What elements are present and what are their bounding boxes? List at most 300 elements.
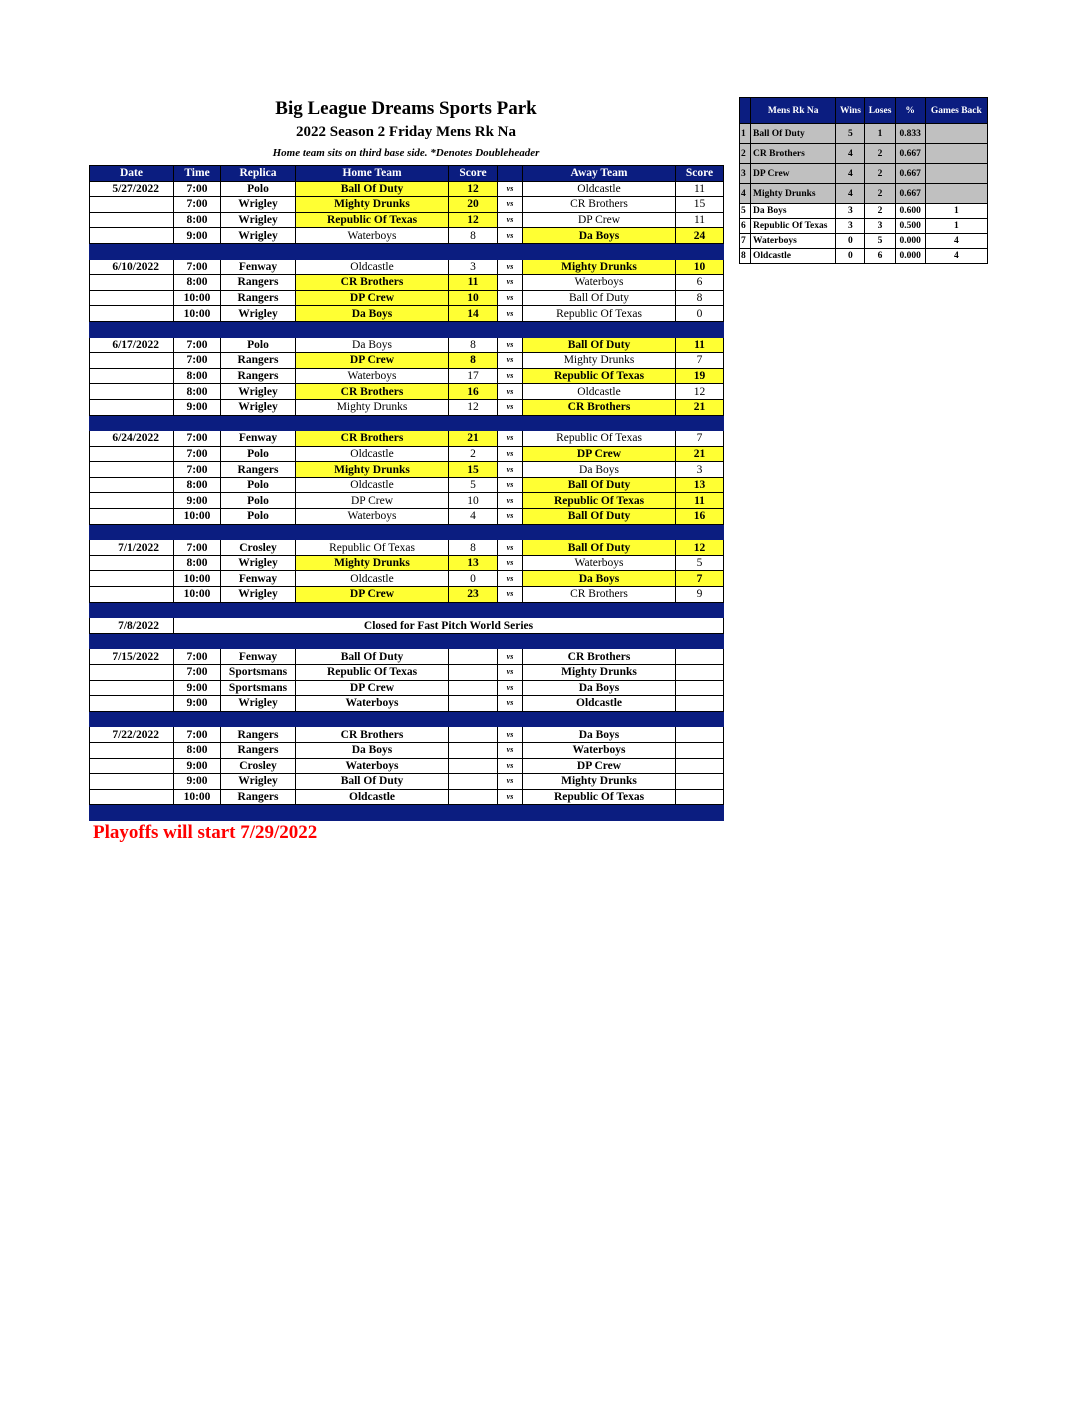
game-time: 7:00 xyxy=(174,197,221,213)
game-row xyxy=(90,509,724,525)
game-row xyxy=(90,275,724,291)
away-team: Da Boys xyxy=(523,462,676,478)
home-team: DP Crew xyxy=(296,680,449,696)
game-date xyxy=(90,384,174,400)
home-team: Oldcastle xyxy=(296,446,449,462)
separator-cell xyxy=(90,711,174,727)
col-away-score-header: Score xyxy=(676,166,724,182)
vs-label: vs xyxy=(498,446,523,462)
standings-wins: 0 xyxy=(836,234,865,249)
standings-pct: 0.500 xyxy=(895,219,925,234)
col-time-header: Time xyxy=(174,166,221,182)
vs-label: vs xyxy=(498,540,523,556)
away-team: CR Brothers xyxy=(523,587,676,603)
game-time: 9:00 xyxy=(174,774,221,790)
game-field: Wrigley xyxy=(221,212,296,228)
game-time: 7:00 xyxy=(174,181,221,197)
standings-table xyxy=(739,97,988,264)
game-field: Rangers xyxy=(221,275,296,291)
game-row xyxy=(90,680,724,696)
home-score: 13 xyxy=(449,555,498,571)
away-team: Republic Of Texas xyxy=(523,306,676,322)
game-row xyxy=(90,665,724,681)
standings-team: Waterboys xyxy=(751,234,836,249)
away-score: 9 xyxy=(676,587,724,603)
separator-cell xyxy=(676,711,724,727)
standings-team: Republic Of Texas xyxy=(751,219,836,234)
game-row xyxy=(90,353,724,369)
home-score: 4 xyxy=(449,509,498,525)
game-date xyxy=(90,446,174,462)
game-time: 7:00 xyxy=(174,431,221,447)
away-score xyxy=(676,774,724,790)
away-score xyxy=(676,758,724,774)
separator-cell xyxy=(523,415,676,431)
home-team: Republic Of Texas xyxy=(296,540,449,556)
col-date-header: Date xyxy=(90,166,174,182)
separator-cell xyxy=(221,243,296,259)
game-field: Fenway xyxy=(221,571,296,587)
standings-loses: 2 xyxy=(865,184,895,204)
game-row xyxy=(90,587,724,603)
separator-cell xyxy=(296,602,449,618)
schedule-table xyxy=(89,165,724,821)
game-time: 7:00 xyxy=(174,649,221,665)
game-date xyxy=(90,493,174,509)
separator-cell xyxy=(449,805,498,821)
game-time: 10:00 xyxy=(174,306,221,322)
standings-team: Da Boys xyxy=(751,204,836,219)
game-date xyxy=(90,571,174,587)
game-date: 5/27/2022 xyxy=(90,181,174,197)
separator-cell xyxy=(449,711,498,727)
vs-label: vs xyxy=(498,181,523,197)
away-team: Republic Of Texas xyxy=(523,789,676,805)
game-date xyxy=(90,353,174,369)
separator-cell xyxy=(523,321,676,337)
standings-rank: 6 xyxy=(740,219,751,234)
home-score xyxy=(449,789,498,805)
standings-wins: 4 xyxy=(836,164,865,184)
vs-label: vs xyxy=(498,789,523,805)
standings-team-header: Mens Rk Na xyxy=(751,98,836,124)
standings-wins: 3 xyxy=(836,219,865,234)
game-time: 9:00 xyxy=(174,680,221,696)
home-score xyxy=(449,774,498,790)
separator-cell xyxy=(296,633,449,649)
game-row xyxy=(90,368,724,384)
separator-cell xyxy=(90,243,174,259)
game-date xyxy=(90,696,174,712)
game-field: Rangers xyxy=(221,789,296,805)
week-separator-row xyxy=(90,415,724,431)
game-field: Wrigley xyxy=(221,306,296,322)
home-score: 12 xyxy=(449,399,498,415)
vs-label: vs xyxy=(498,368,523,384)
away-score: 16 xyxy=(676,509,724,525)
away-team: Ball Of Duty xyxy=(523,509,676,525)
standings-pct-header: % xyxy=(895,98,925,124)
away-score xyxy=(676,789,724,805)
game-date xyxy=(90,212,174,228)
game-date xyxy=(90,789,174,805)
separator-cell xyxy=(676,321,724,337)
away-team: DP Crew xyxy=(523,758,676,774)
vs-label: vs xyxy=(498,212,523,228)
vs-label: vs xyxy=(498,665,523,681)
separator-cell xyxy=(498,602,523,618)
home-score: 8 xyxy=(449,353,498,369)
home-score xyxy=(449,649,498,665)
home-team: Ball Of Duty xyxy=(296,181,449,197)
away-team: Mighty Drunks xyxy=(523,774,676,790)
home-score: 0 xyxy=(449,571,498,587)
game-row xyxy=(90,758,724,774)
away-team: CR Brothers xyxy=(523,649,676,665)
standings-loses-header: Loses xyxy=(865,98,895,124)
game-date xyxy=(90,197,174,213)
game-time: 9:00 xyxy=(174,493,221,509)
home-team: DP Crew xyxy=(296,290,449,306)
game-row xyxy=(90,789,724,805)
away-team: DP Crew xyxy=(523,212,676,228)
week-separator-row xyxy=(90,633,724,649)
standings-wins: 4 xyxy=(836,144,865,164)
game-row xyxy=(90,742,724,758)
standings-row xyxy=(740,204,988,219)
game-row xyxy=(90,181,724,197)
vs-label: vs xyxy=(498,555,523,571)
game-date xyxy=(90,665,174,681)
standings-loses: 3 xyxy=(865,219,895,234)
game-date: 6/24/2022 xyxy=(90,431,174,447)
standings-rank: 3 xyxy=(740,164,751,184)
away-score: 11 xyxy=(676,493,724,509)
home-score xyxy=(449,665,498,681)
away-score: 3 xyxy=(676,462,724,478)
vs-label: vs xyxy=(498,493,523,509)
separator-cell xyxy=(221,602,296,618)
game-row xyxy=(90,540,724,556)
schedule-header-row xyxy=(90,166,724,182)
standings-row xyxy=(740,124,988,144)
away-team: Da Boys xyxy=(523,727,676,743)
vs-label: vs xyxy=(498,337,523,353)
away-score xyxy=(676,742,724,758)
game-row xyxy=(90,290,724,306)
standings-rank: 2 xyxy=(740,144,751,164)
standings-rank: 4 xyxy=(740,184,751,204)
home-score: 5 xyxy=(449,477,498,493)
game-field: Rangers xyxy=(221,353,296,369)
game-time: 8:00 xyxy=(174,384,221,400)
home-score: 2 xyxy=(449,446,498,462)
away-score: 11 xyxy=(676,181,724,197)
home-team: Waterboys xyxy=(296,228,449,244)
away-team: Ball Of Duty xyxy=(523,477,676,493)
vs-label: vs xyxy=(498,353,523,369)
standings-loses: 2 xyxy=(865,204,895,219)
away-team: DP Crew xyxy=(523,446,676,462)
game-row xyxy=(90,431,724,447)
away-team: Ball Of Duty xyxy=(523,540,676,556)
standings-games-back xyxy=(925,144,987,164)
separator-cell xyxy=(523,602,676,618)
standings-rank-header xyxy=(740,98,751,124)
home-score: 12 xyxy=(449,181,498,197)
game-time: 7:00 xyxy=(174,540,221,556)
vs-label: vs xyxy=(498,306,523,322)
home-team: CR Brothers xyxy=(296,384,449,400)
separator-cell xyxy=(174,633,221,649)
standings-row xyxy=(740,164,988,184)
game-date xyxy=(90,368,174,384)
game-date xyxy=(90,555,174,571)
separator-cell xyxy=(90,633,174,649)
home-score: 15 xyxy=(449,462,498,478)
standings-pct: 0.000 xyxy=(895,234,925,249)
separator-cell xyxy=(90,602,174,618)
standings-pct: 0.000 xyxy=(895,249,925,264)
game-date: 7/1/2022 xyxy=(90,540,174,556)
away-team: Republic Of Texas xyxy=(523,493,676,509)
separator-cell xyxy=(449,415,498,431)
separator-cell xyxy=(174,602,221,618)
home-team: Waterboys xyxy=(296,758,449,774)
game-field: Rangers xyxy=(221,742,296,758)
week-separator-row xyxy=(90,602,724,618)
home-team: Mighty Drunks xyxy=(296,197,449,213)
standings-wins: 0 xyxy=(836,249,865,264)
separator-cell xyxy=(221,633,296,649)
vs-label: vs xyxy=(498,275,523,291)
away-score: 24 xyxy=(676,228,724,244)
away-score: 6 xyxy=(676,275,724,291)
away-team: Da Boys xyxy=(523,571,676,587)
standings-loses: 2 xyxy=(865,144,895,164)
game-row xyxy=(90,399,724,415)
vs-label: vs xyxy=(498,290,523,306)
game-date xyxy=(90,477,174,493)
page-title: Big League Dreams Sports Park xyxy=(275,98,537,119)
standings-team: DP Crew xyxy=(751,164,836,184)
standings-rank: 1 xyxy=(740,124,751,144)
standings-team: Oldcastle xyxy=(751,249,836,264)
game-field: Fenway xyxy=(221,259,296,275)
home-team: Waterboys xyxy=(296,696,449,712)
game-row xyxy=(90,337,724,353)
home-team: Waterboys xyxy=(296,509,449,525)
home-team: DP Crew xyxy=(296,493,449,509)
game-time: 10:00 xyxy=(174,789,221,805)
away-score: 11 xyxy=(676,212,724,228)
game-row xyxy=(90,212,724,228)
game-row xyxy=(90,774,724,790)
separator-cell xyxy=(296,805,449,821)
away-team: Waterboys xyxy=(523,275,676,291)
standings-row xyxy=(740,219,988,234)
vs-label: vs xyxy=(498,696,523,712)
game-row xyxy=(90,571,724,587)
week-separator-row xyxy=(90,711,724,727)
game-row xyxy=(90,197,724,213)
home-team: Mighty Drunks xyxy=(296,462,449,478)
separator-cell xyxy=(498,321,523,337)
home-score xyxy=(449,742,498,758)
away-score: 10 xyxy=(676,259,724,275)
game-time: 9:00 xyxy=(174,758,221,774)
separator-cell xyxy=(449,602,498,618)
game-field: Polo xyxy=(221,337,296,353)
home-team: Da Boys xyxy=(296,742,449,758)
vs-label: vs xyxy=(498,477,523,493)
home-team: CR Brothers xyxy=(296,727,449,743)
standings-pct: 0.667 xyxy=(895,144,925,164)
vs-label: vs xyxy=(498,197,523,213)
separator-cell xyxy=(523,243,676,259)
game-field: Polo xyxy=(221,181,296,197)
separator-cell xyxy=(523,805,676,821)
separator-cell xyxy=(296,243,449,259)
home-score: 14 xyxy=(449,306,498,322)
game-field: Rangers xyxy=(221,727,296,743)
separator-cell xyxy=(174,415,221,431)
away-score: 0 xyxy=(676,306,724,322)
game-field: Wrigley xyxy=(221,228,296,244)
closed-notice: Closed for Fast Pitch World Series xyxy=(174,618,724,634)
separator-cell xyxy=(221,321,296,337)
home-team: Mighty Drunks xyxy=(296,399,449,415)
game-row xyxy=(90,555,724,571)
home-team: Da Boys xyxy=(296,337,449,353)
game-time: 7:00 xyxy=(174,353,221,369)
game-date xyxy=(90,228,174,244)
separator-cell xyxy=(296,415,449,431)
separator-cell xyxy=(449,633,498,649)
home-team: CR Brothers xyxy=(296,275,449,291)
game-row xyxy=(90,493,724,509)
separator-cell xyxy=(676,524,724,540)
standings-loses: 2 xyxy=(865,164,895,184)
home-score: 8 xyxy=(449,337,498,353)
separator-cell xyxy=(221,805,296,821)
vs-label: vs xyxy=(498,228,523,244)
game-field: Wrigley xyxy=(221,555,296,571)
standings-header-row xyxy=(740,98,988,124)
standings-row xyxy=(740,234,988,249)
standings-row xyxy=(740,184,988,204)
game-field: Polo xyxy=(221,493,296,509)
away-team: Republic Of Texas xyxy=(523,368,676,384)
game-field: Wrigley xyxy=(221,696,296,712)
game-field: Sportsmans xyxy=(221,665,296,681)
standings-wins-header: Wins xyxy=(836,98,865,124)
separator-cell xyxy=(296,321,449,337)
home-team: Ball Of Duty xyxy=(296,649,449,665)
game-time: 8:00 xyxy=(174,212,221,228)
standings-pct: 0.833 xyxy=(895,124,925,144)
away-score: 12 xyxy=(676,384,724,400)
week-separator-row xyxy=(90,321,724,337)
away-score: 12 xyxy=(676,540,724,556)
game-time: 10:00 xyxy=(174,509,221,525)
separator-cell xyxy=(449,243,498,259)
vs-label: vs xyxy=(498,509,523,525)
vs-label: vs xyxy=(498,259,523,275)
separator-cell xyxy=(498,415,523,431)
away-score: 7 xyxy=(676,571,724,587)
game-field: Rangers xyxy=(221,290,296,306)
away-team: Oldcastle xyxy=(523,696,676,712)
standings-rank: 7 xyxy=(740,234,751,249)
home-team: Oldcastle xyxy=(296,789,449,805)
game-date xyxy=(90,290,174,306)
game-field: Wrigley xyxy=(221,587,296,603)
season-subtitle: 2022 Season 2 Friday Mens Rk Na xyxy=(295,124,516,140)
home-score: 17 xyxy=(449,368,498,384)
standings-wins: 5 xyxy=(836,124,865,144)
separator-cell xyxy=(174,524,221,540)
home-score: 8 xyxy=(449,228,498,244)
closed-week-row xyxy=(90,618,724,634)
away-score: 11 xyxy=(676,337,724,353)
col-replica-header: Replica xyxy=(221,166,296,182)
home-score xyxy=(449,696,498,712)
vs-label: vs xyxy=(498,758,523,774)
home-team: Republic Of Texas xyxy=(296,665,449,681)
standings-pct: 0.600 xyxy=(895,204,925,219)
separator-cell xyxy=(676,602,724,618)
away-team: Waterboys xyxy=(523,555,676,571)
away-score xyxy=(676,680,724,696)
game-time: 10:00 xyxy=(174,587,221,603)
away-team: Ball Of Duty xyxy=(523,337,676,353)
separator-cell xyxy=(90,415,174,431)
vs-label: vs xyxy=(498,680,523,696)
vs-label: vs xyxy=(498,399,523,415)
home-team: CR Brothers xyxy=(296,431,449,447)
home-team: DP Crew xyxy=(296,353,449,369)
home-score: 16 xyxy=(449,384,498,400)
game-date: 6/17/2022 xyxy=(90,337,174,353)
home-score: 20 xyxy=(449,197,498,213)
game-field: Fenway xyxy=(221,431,296,447)
home-score: 3 xyxy=(449,259,498,275)
home-team: Mighty Drunks xyxy=(296,555,449,571)
home-team: Republic Of Texas xyxy=(296,212,449,228)
game-row xyxy=(90,446,724,462)
standings-pct: 0.667 xyxy=(895,164,925,184)
vs-label: vs xyxy=(498,649,523,665)
home-score xyxy=(449,758,498,774)
game-date: 7/22/2022 xyxy=(90,727,174,743)
away-team: CR Brothers xyxy=(523,399,676,415)
away-score xyxy=(676,696,724,712)
away-team: Waterboys xyxy=(523,742,676,758)
game-field: Crosley xyxy=(221,758,296,774)
home-team: Oldcastle xyxy=(296,571,449,587)
away-score: 19 xyxy=(676,368,724,384)
game-field: Rangers xyxy=(221,368,296,384)
game-time: 10:00 xyxy=(174,290,221,306)
standings-loses: 5 xyxy=(865,234,895,249)
away-team: Mighty Drunks xyxy=(523,665,676,681)
game-date: 7/8/2022 xyxy=(90,618,174,634)
game-time: 9:00 xyxy=(174,228,221,244)
away-score: 13 xyxy=(676,477,724,493)
away-score: 7 xyxy=(676,353,724,369)
separator-cell xyxy=(174,711,221,727)
